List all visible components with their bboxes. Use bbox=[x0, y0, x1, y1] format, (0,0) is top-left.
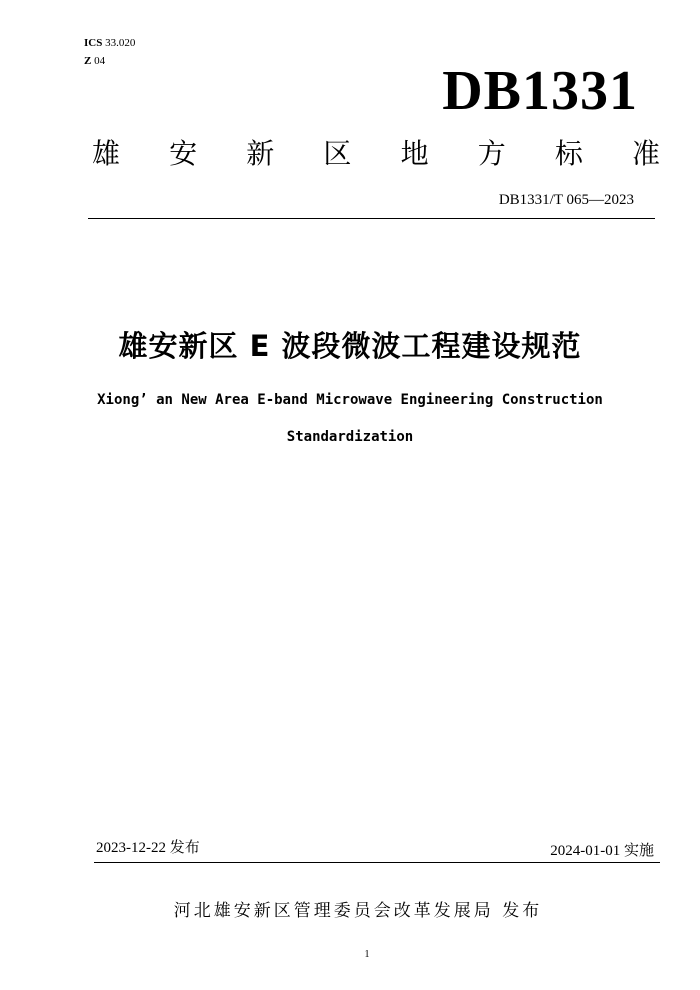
document-title-en-line1: Xiong’ an New Area E-band Microwave Engineering Construction bbox=[97, 392, 603, 408]
ccs-code bbox=[84, 54, 105, 68]
ics-label: ICS bbox=[84, 37, 103, 49]
standard-type-char: 雄 bbox=[92, 137, 121, 170]
publisher: 河北雄安新区管理委员会改革发展局 发布 bbox=[173, 901, 543, 921]
issue-date: 2023-12-22 发布 bbox=[96, 840, 200, 856]
standard-type-char: 标 bbox=[554, 137, 583, 170]
standard-type-heading bbox=[92, 136, 660, 172]
standard-type-char: 新 bbox=[246, 137, 275, 170]
standard-type-char: 区 bbox=[323, 137, 352, 170]
standard-type-char: 准 bbox=[631, 137, 660, 170]
ccs-value: 04 bbox=[94, 55, 106, 67]
standard-number: DB1331/T 065—2023 bbox=[498, 192, 634, 208]
implementation-date: 2024-01-01 实施 bbox=[550, 843, 654, 859]
document-title-en-line2: Standardization bbox=[286, 429, 414, 445]
standard-type-char: 方 bbox=[477, 137, 506, 170]
ccs-label: Z bbox=[84, 55, 92, 67]
standard-type-char: 安 bbox=[169, 137, 198, 170]
footer-divider bbox=[94, 862, 660, 863]
header-divider bbox=[88, 218, 655, 219]
document-title-zh: 雄安新区 E 波段微波工程建设规范 bbox=[118, 329, 582, 363]
ics-code bbox=[84, 36, 135, 50]
db-code-heading: DB1331 bbox=[442, 60, 638, 122]
page-number: 1 bbox=[364, 949, 370, 960]
ics-value: 33.020 bbox=[105, 37, 136, 49]
standard-type-char: 地 bbox=[400, 137, 429, 170]
